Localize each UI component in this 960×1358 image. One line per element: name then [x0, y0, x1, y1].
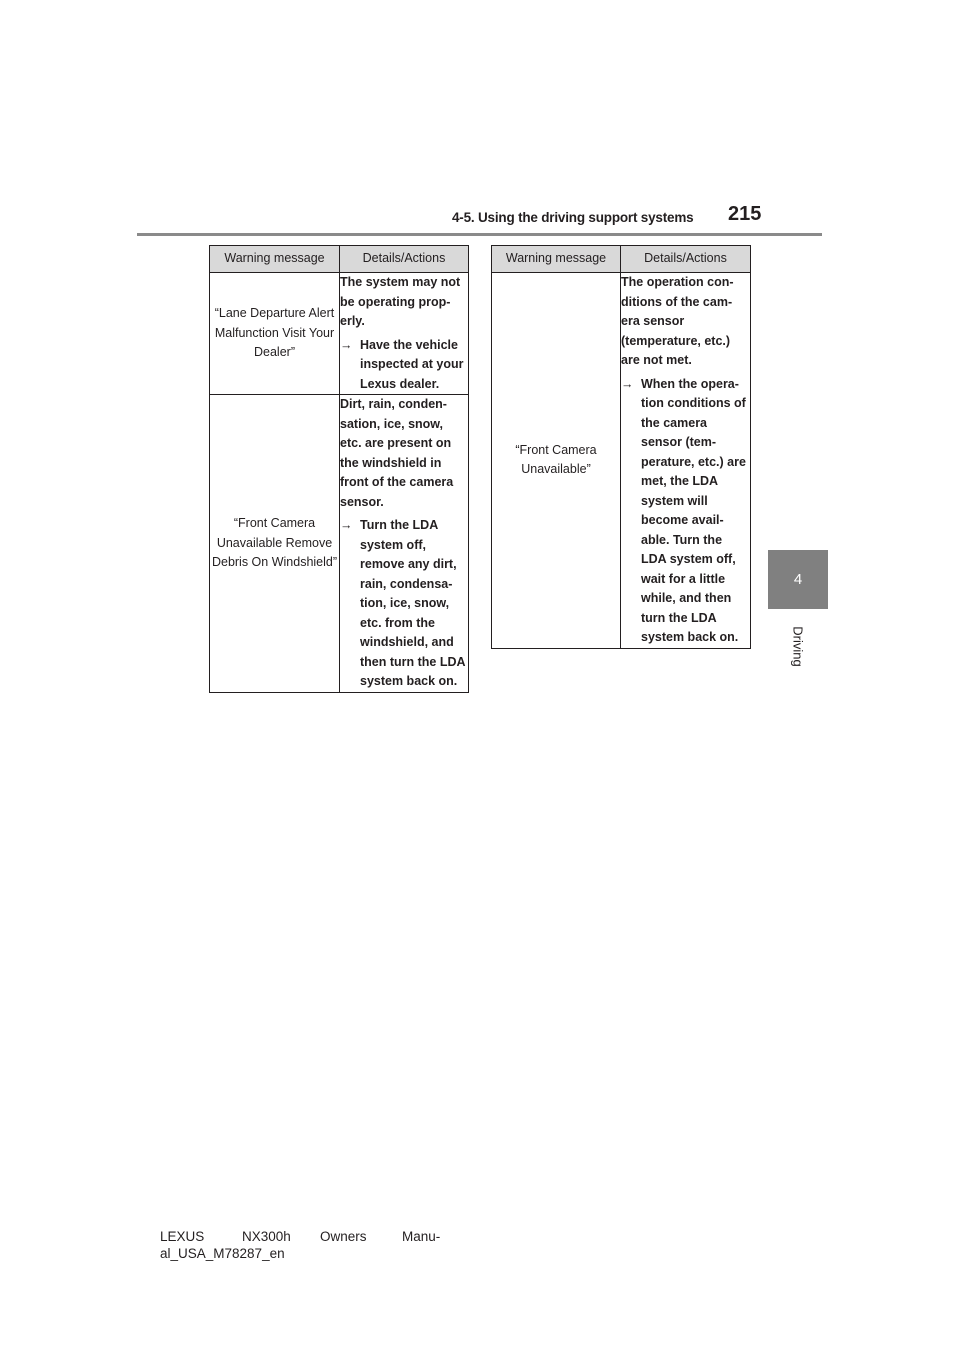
- warning-table-right: [491, 245, 751, 649]
- column-header-warning-message: Warning message: [210, 246, 340, 273]
- column-header-details-actions: Details/Actions: [621, 246, 751, 273]
- details-cell: [340, 395, 469, 693]
- action-item: [340, 336, 468, 395]
- footer-word: Owners: [320, 1229, 367, 1244]
- warning-message-cell: “Front Camera Unavailable”: [492, 273, 621, 649]
- action-text: When the opera-tion conditions of the camera sensor (tem-perature, etc.) are met, the LDA system will become avail-able. Turn the LDA system off, wait for a little while, and then turn the LDA system back on.: [641, 376, 746, 644]
- action-item: [621, 375, 750, 648]
- details-cell: [340, 273, 469, 395]
- chapter-label: Driving: [790, 625, 806, 667]
- chapter-number: 4: [793, 571, 803, 588]
- section-title: 4-5. Using the driving support systems: [452, 210, 694, 225]
- warning-message-cell: “Front Camera Unavailable Remove Debris On Windshield”: [210, 395, 340, 693]
- details-text: The operation con-ditions of the cam-era sensor (temperature, etc.) are not met.: [621, 275, 734, 367]
- table-header-row: [492, 246, 751, 273]
- footer-word: Manu-: [402, 1229, 441, 1244]
- chapter-label-wrapper: [768, 616, 828, 676]
- page-number: 215: [728, 203, 762, 225]
- column-header-warning-message: Warning message: [492, 246, 621, 273]
- table-row: [210, 395, 469, 693]
- table-row: [492, 273, 751, 649]
- footer: [160, 1228, 440, 1262]
- header-rule: [137, 233, 822, 236]
- footer-line-2: al_USA_M78287_en: [160, 1246, 285, 1261]
- warning-message-cell: “Lane Departure Alert Malfunction Visit Your Dealer”: [210, 273, 340, 395]
- footer-word: LEXUS: [160, 1229, 205, 1244]
- action-item: [340, 516, 468, 692]
- arrow-icon: →: [621, 376, 634, 391]
- footer-line-1: [160, 1228, 440, 1245]
- warning-table-left: [209, 245, 469, 693]
- column-header-details-actions: Details/Actions: [340, 246, 469, 273]
- action-text: Have the vehicle inspected at your Lexus dealer.: [360, 337, 464, 391]
- action-text: Turn the LDA system off, remove any dirt, rain, condensa-tion, ice, snow, etc. from the windshield, and then turn the LDA system back on.: [360, 518, 466, 688]
- table-row: [210, 273, 469, 395]
- chapter-tab: [768, 550, 828, 609]
- arrow-icon: →: [340, 518, 353, 532]
- footer-word: NX300h: [242, 1229, 291, 1244]
- details-cell: [621, 273, 751, 649]
- details-text: The system may not be operating prop-erly.: [340, 275, 461, 328]
- details-text: Dirt, rain, conden-sation, ice, snow, etc. are present on the windshield in front of the camera sensor.: [340, 397, 454, 509]
- table-header-row: [210, 246, 469, 273]
- arrow-icon: →: [340, 337, 353, 352]
